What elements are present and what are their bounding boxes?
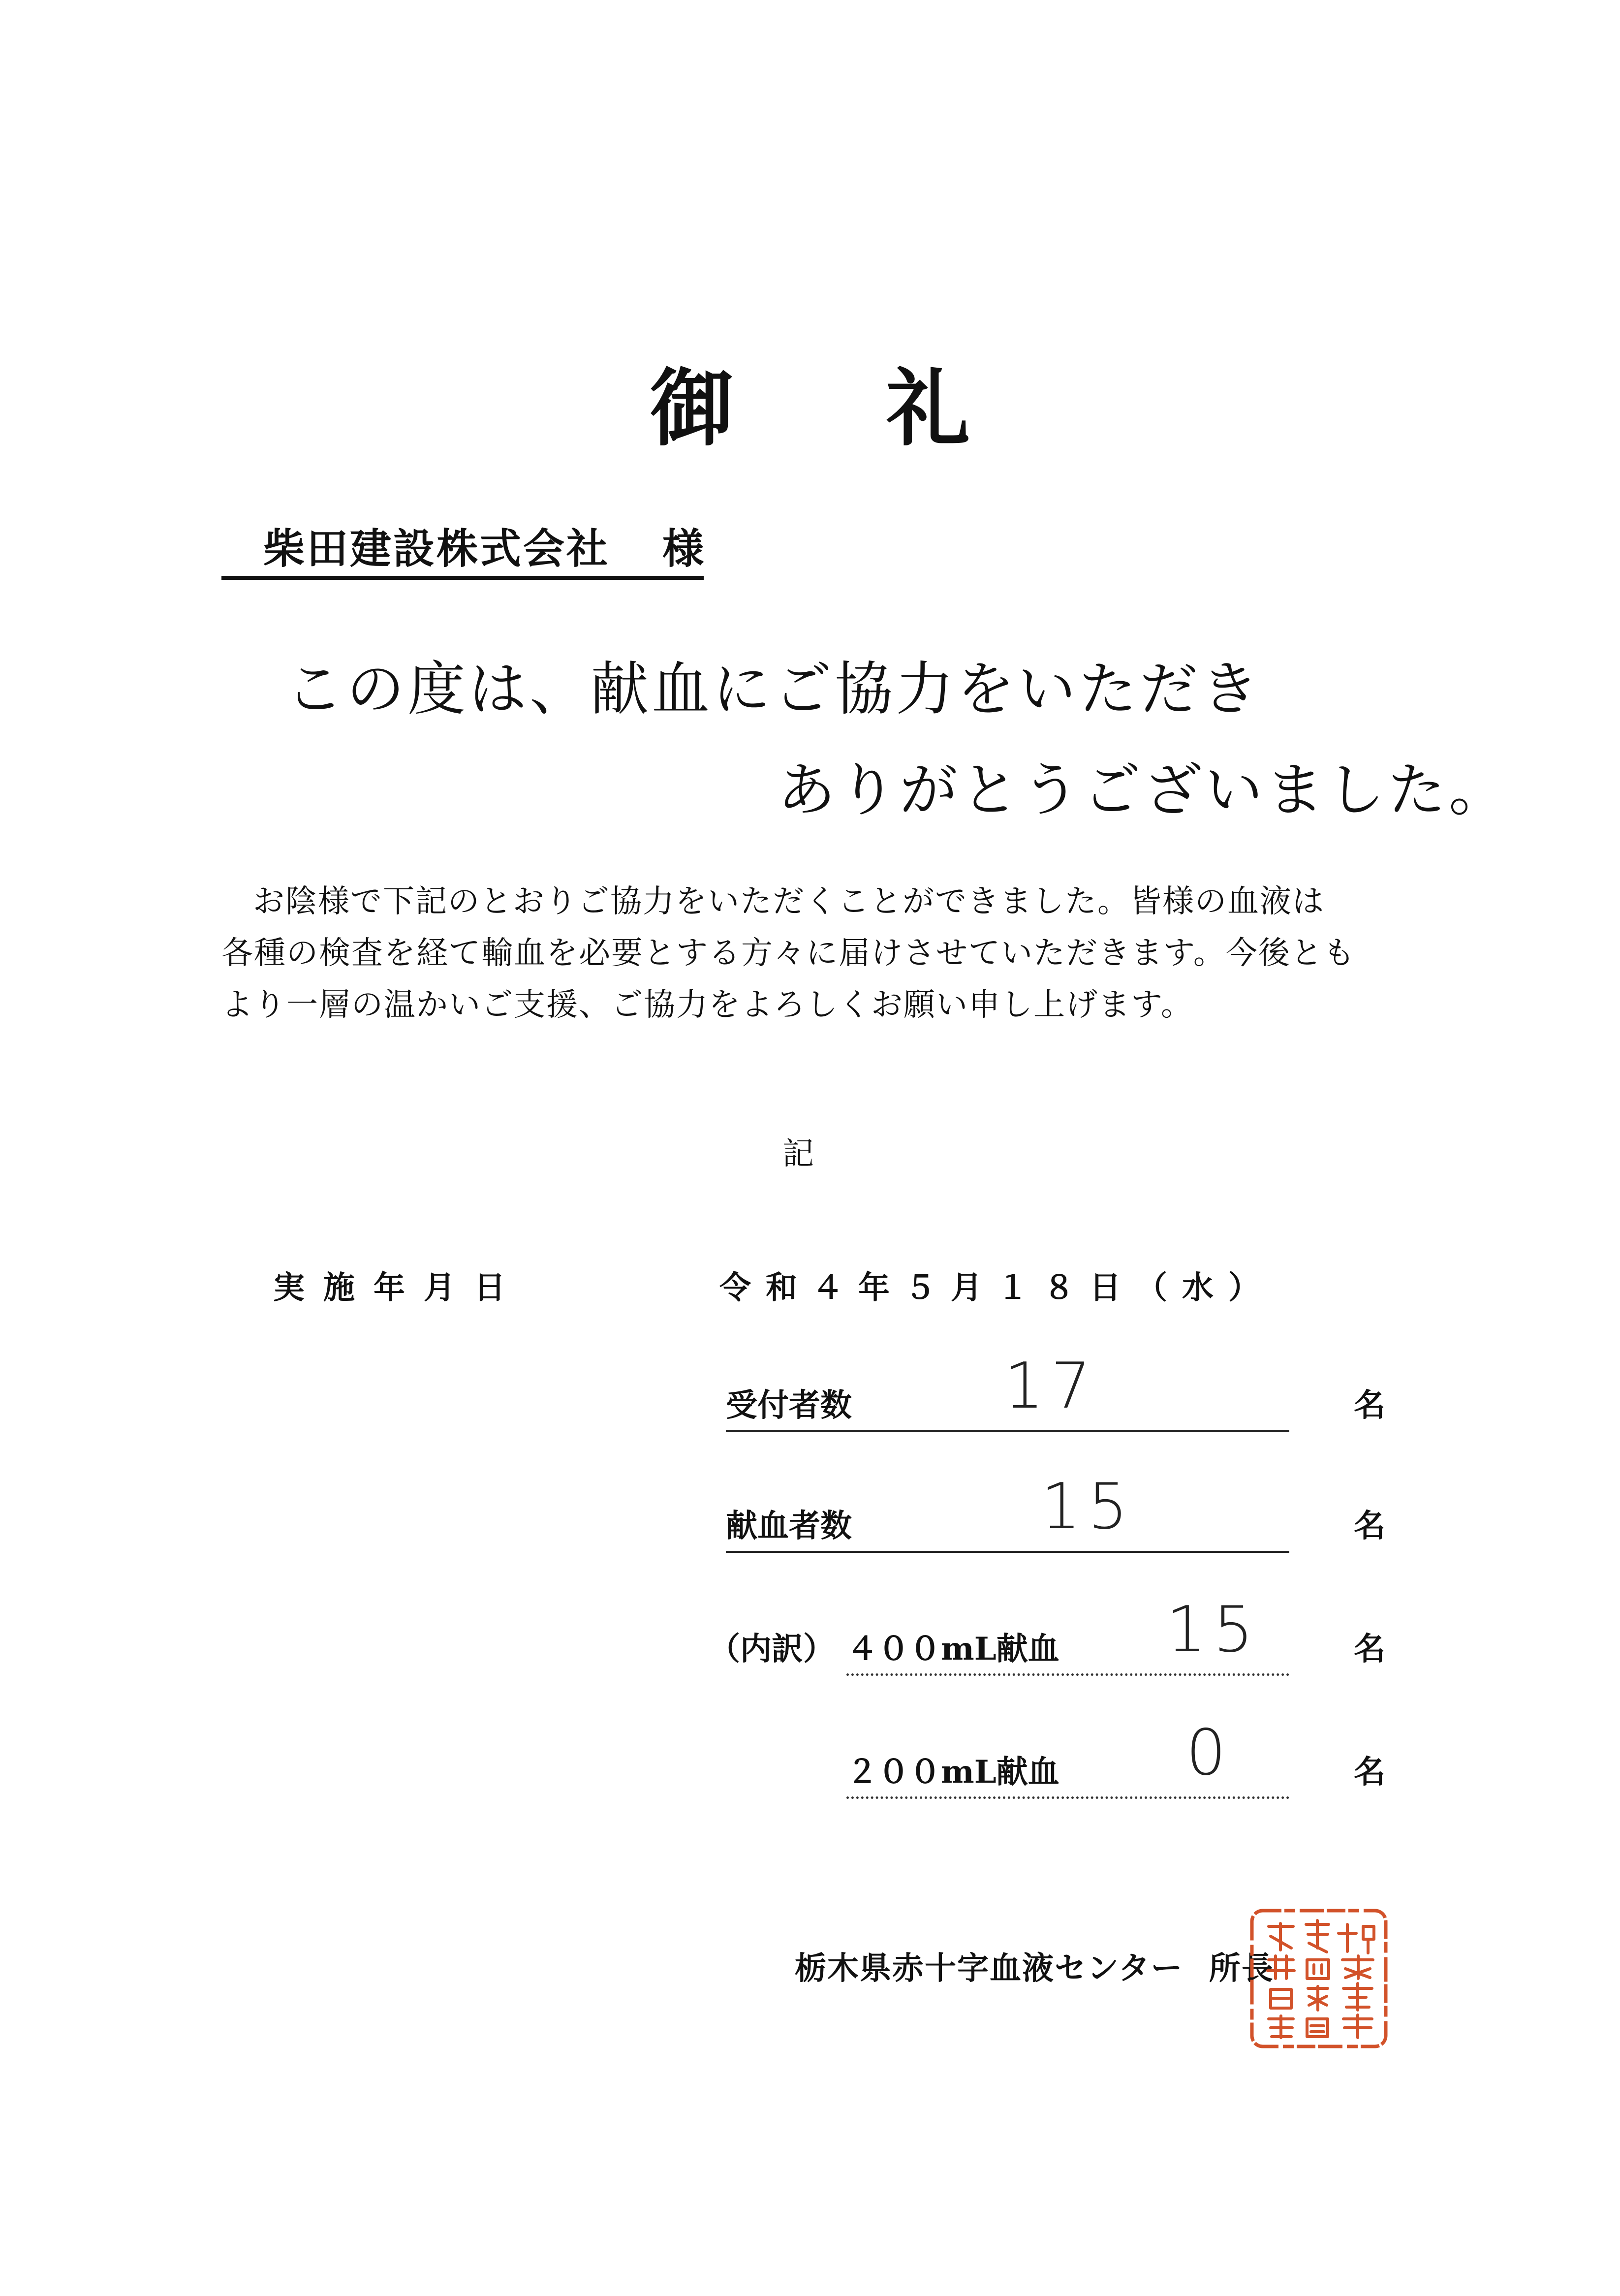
ml400-value: 15 [1166, 1593, 1260, 1667]
reception-label: 受付者数 [726, 1387, 852, 1424]
issuer-role: 所長 [1209, 1950, 1274, 1987]
body-line-2: 各種の検査を経て輸血を必要とする方々に届けさせていただきます。今後とも [221, 935, 1356, 972]
donors-value: 15 [1041, 1470, 1135, 1543]
ml200-unit: 名 [1354, 1754, 1385, 1791]
issuer-line [795, 1947, 1274, 1991]
thanks-line-2: ありがとうございました。 [778, 756, 1510, 824]
reception-row [726, 1350, 1385, 1432]
body-paragraph [221, 876, 1412, 1031]
recipient-line [221, 522, 704, 580]
body-line-3: より一層の温かいご支援、ご協力をよろしくお願い申し上げます。 [221, 987, 1193, 1023]
ml400-row [709, 1593, 1385, 1676]
official-seal-stamp [1245, 1905, 1393, 2052]
ml400-underline [846, 1673, 1289, 1676]
reception-value: 17 [1004, 1350, 1098, 1423]
donors-underline [726, 1551, 1289, 1553]
ml200-label: ２００mL献血 [846, 1754, 1059, 1791]
document-title: 御礼 [650, 359, 1122, 458]
donors-row [726, 1470, 1385, 1553]
issuer-name: 栃木県赤十字血液センター [795, 1950, 1184, 1987]
ml200-underline [846, 1796, 1289, 1799]
date-value: 令和４年５月１８日（水） [719, 1269, 1275, 1306]
recipient-honorific: 様 [662, 524, 704, 573]
donors-label: 献血者数 [726, 1508, 852, 1544]
ml200-value: 0 [1186, 1716, 1233, 1790]
donors-unit: 名 [1354, 1508, 1385, 1544]
ml400-label: ４００mL献血 [846, 1631, 1059, 1667]
date-label: 実施年月日 [273, 1269, 524, 1306]
reception-underline [726, 1430, 1289, 1432]
body-line-1: お陰様で下記のとおりご協力をいただくことができました。皆様の血液は [253, 883, 1325, 920]
ml400-unit: 名 [1354, 1631, 1385, 1667]
reception-unit: 名 [1354, 1387, 1385, 1424]
breakdown-label: （内訳） [709, 1631, 835, 1667]
ki-heading: 記 [782, 1136, 814, 1172]
ml200-row [709, 1716, 1385, 1799]
recipient-company: 柴田建設株式会社 [263, 524, 610, 573]
thanks-line-1: この度は、献血にご協力をいただき [285, 655, 1262, 723]
